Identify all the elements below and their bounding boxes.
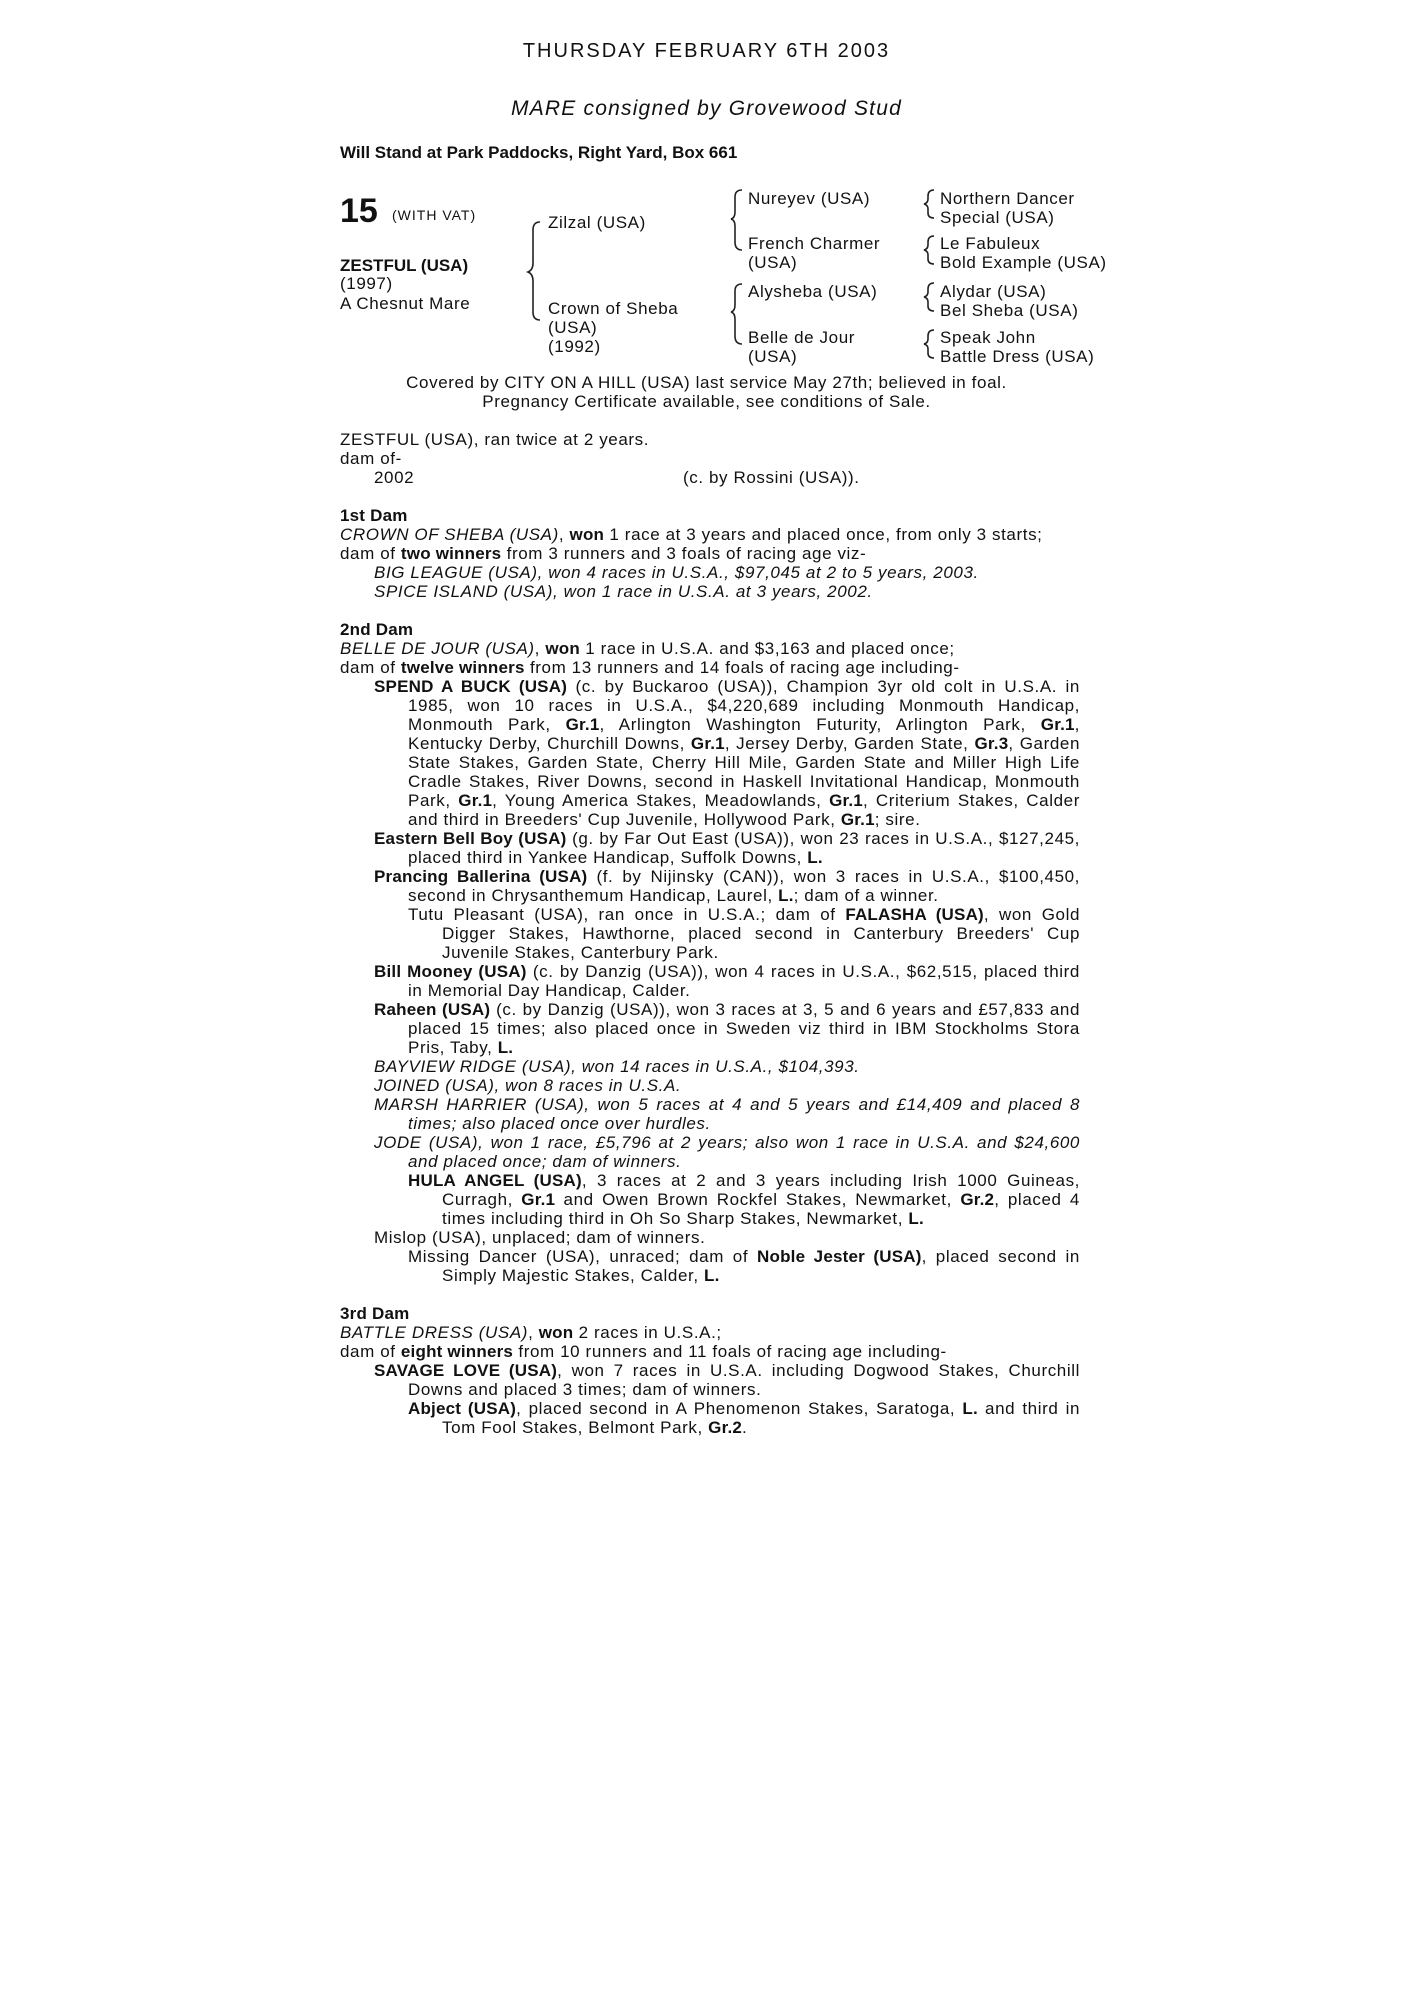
text: , Kentucky Derby, Churchill Downs, xyxy=(408,715,1080,753)
pregnancy-line: Pregnancy Certificate available, see conditions of Sale. xyxy=(482,392,931,411)
runner-prancing-ballerina xyxy=(340,867,1080,905)
grade: L. xyxy=(704,1266,720,1285)
dam-name: BELLE DE JOUR (USA) xyxy=(340,639,535,658)
text: (c. by Danzig (USA)), won 3 races at 3, 5 and 6 years and £57,833 and placed 15 times; also placed once in Sweden viz third in IBM Stockholms Stora Pris, Taby, xyxy=(408,1000,1081,1057)
text: . xyxy=(742,1418,748,1437)
runner-name: Noble Jester (USA) xyxy=(757,1247,922,1266)
produce-record xyxy=(340,430,1080,487)
pedigree-sire-dam-line1: French Charmer xyxy=(748,234,881,253)
runner-raheen xyxy=(340,1000,1080,1057)
dam-name: BATTLE DRESS (USA) xyxy=(340,1323,529,1342)
runner-name: Eastern Bell Boy (USA) xyxy=(374,829,567,848)
runner-name: Abject (USA) xyxy=(408,1399,517,1418)
text: , Arlington Washington Futurity, Arlington Park, xyxy=(599,715,1041,734)
runner-spend-a-buck xyxy=(340,677,1080,829)
second-dam-produce xyxy=(340,658,1080,677)
runner-jode: JODE (USA), won 1 race, £5,796 at 2 years; also won 1 race in U.S.A. and $24,600 and placed once; dam of winners. xyxy=(374,1133,1080,1171)
runner-bill-mooney xyxy=(340,962,1080,1000)
grade: L. xyxy=(908,1209,924,1228)
grade: L. xyxy=(962,1399,978,1418)
pedigree-dam-dam-line1: Belle de Jour xyxy=(748,328,856,347)
covering-note xyxy=(0,373,1413,411)
grade: Gr.2 xyxy=(708,1418,743,1437)
runner-name: SAVAGE LOVE (USA) xyxy=(374,1361,558,1380)
grade: Gr.1 xyxy=(1040,715,1075,734)
pedigree-dam-dam-line2: (USA) xyxy=(748,347,798,366)
text: , Jersey Derby, Garden State, xyxy=(724,734,975,753)
text: , placed 4 times including third in Oh So Sharp Stakes, Newmarket, xyxy=(442,1190,1080,1228)
pedigree-dam-line1: Crown of Sheba xyxy=(548,299,679,318)
pedigree-sire: Zilzal (USA) xyxy=(548,213,646,232)
pedigree-gg-2: Special (USA) xyxy=(940,208,1055,227)
text: from 3 runners and 3 foals of racing age viz- xyxy=(501,544,867,563)
text: (c. by Danzig (USA)), won 4 races in U.S.A., $62,515, placed third in Memorial Day Handicap, Calder. xyxy=(408,962,1080,1000)
text: , 3 races at 2 and 3 years including Irish 1000 Guineas, Curragh, xyxy=(442,1171,1080,1209)
runner-tutu-pleasant xyxy=(340,905,1080,962)
text: (f. by Nijinsky (CAN)), won 3 races in U.S.A., $100,450, second in Chrysanthemum Handicap, Laurel, xyxy=(408,867,1080,905)
first-dam-section xyxy=(340,506,1080,601)
pedigree-brackets xyxy=(0,0,1413,380)
consignor-line: MARE consigned by Grovewood Stud xyxy=(511,97,902,120)
text: and Owen Brown Rockfel Stakes, Newmarket, xyxy=(555,1190,961,1209)
runner-name: Prancing Ballerina (USA) xyxy=(374,867,588,886)
second-dam-section xyxy=(340,620,1080,1285)
text: dam of xyxy=(340,658,401,677)
text: , Criterium Stakes, Calder and third in Breeders' Cup Juvenile, Hollywood Park, xyxy=(408,791,1080,829)
first-dam-line: CROWN OF SHEBA (USA), won 1 race at 3 years and placed once, from only 3 starts; xyxy=(340,525,1043,544)
pedigree-sire-sire: Nureyev (USA) xyxy=(748,189,871,208)
text: ; dam of a winner. xyxy=(793,886,939,905)
text: from 10 runners and 11 foals of racing age including- xyxy=(513,1342,947,1361)
pedigree-gg-4: Bold Example (USA) xyxy=(940,253,1107,272)
winners-count: two winners xyxy=(400,544,502,563)
section-heading: 1st Dam xyxy=(340,506,408,525)
text: , won 7 races in U.S.A. including Dogwood Stakes, Churchill Downs and placed 3 times; dam of winners. xyxy=(408,1361,1080,1399)
third-dam-line: BATTLE DRESS (USA), won 2 races in U.S.A.; xyxy=(340,1323,722,1342)
won-label: won xyxy=(545,639,580,658)
horse-description: A Chesnut Mare xyxy=(340,294,471,313)
dam-record: 1 race in U.S.A. and $3,163 and placed once; xyxy=(579,639,955,658)
grade: Gr.1 xyxy=(521,1190,556,1209)
produce-foal-year: 2002 xyxy=(374,468,415,487)
winners-count: eight winners xyxy=(400,1342,514,1361)
grade: L. xyxy=(778,886,794,905)
pedigree-gg-1: Northern Dancer xyxy=(940,189,1075,208)
runner-bayview-ridge: BAYVIEW RIDGE (USA), won 14 races in U.S.A., $104,393. xyxy=(374,1057,860,1076)
lot-number: 15 xyxy=(340,192,378,230)
text: , placed second in A Phenomenon Stakes, Saratoga, xyxy=(516,1399,963,1418)
runner-marsh-harrier: MARSH HARRIER (USA), won 5 races at 4 and 5 years and £14,409 and placed 8 times; also placed once over hurdles. xyxy=(374,1095,1080,1133)
text: (g. by Far Out East (USA)), won 23 races in U.S.A., $127,245, placed third in Yankee Handicap, Suffolk Downs, xyxy=(408,829,1080,867)
winners-count: twelve winners xyxy=(400,658,525,677)
sale-date: THURSDAY FEBRUARY 6TH 2003 xyxy=(522,40,891,62)
pedigree-dam-line3: (1992) xyxy=(548,337,601,356)
runner-abject xyxy=(340,1399,1080,1437)
section-heading: 3rd Dam xyxy=(340,1304,410,1323)
runner-entry: BIG LEAGUE (USA), won 4 races in U.S.A., $97,045 at 2 to 5 years, 2003. xyxy=(374,563,979,582)
grade: Gr.1 xyxy=(690,734,725,753)
grade: Gr.1 xyxy=(458,791,493,810)
produce-foal-desc: (c. by Rossini (USA)). xyxy=(683,468,860,487)
dam-name: CROWN OF SHEBA (USA) xyxy=(340,525,559,544)
text: ; sire. xyxy=(874,810,921,829)
runner-joined: JOINED (USA), won 8 races in U.S.A. xyxy=(374,1076,682,1095)
dam-record: 2 races in U.S.A.; xyxy=(573,1323,722,1342)
text: dam of xyxy=(340,544,401,563)
produce-dam-of: dam of- xyxy=(340,449,402,468)
text: Missing Dancer (USA), unraced; dam of xyxy=(408,1247,758,1266)
pedigree-dam-sire: Alysheba (USA) xyxy=(748,282,878,301)
covering-line: Covered by CITY ON A HILL (USA) last service May 27th; believed in foal. xyxy=(406,373,1007,392)
grade: Gr.1 xyxy=(565,715,600,734)
text: Tutu Pleasant (USA), ran once in U.S.A.; dam of xyxy=(408,905,846,924)
won-label: won xyxy=(538,1323,574,1342)
runner-name: Bill Mooney (USA) xyxy=(374,962,527,981)
runner-name: HULA ANGEL (USA) xyxy=(408,1171,582,1190)
grade: Gr.2 xyxy=(960,1190,995,1209)
third-dam-section xyxy=(340,1304,1080,1437)
pedigree-gg-6: Bel Sheba (USA) xyxy=(940,301,1079,320)
first-dam-produce xyxy=(340,544,1080,563)
vat-note: (WITH VAT) xyxy=(392,207,477,223)
text: , won Gold Digger Stakes, Hawthorne, placed second in Canterbury Breeders' Cup Juvenile Stakes, Canterbury Park. xyxy=(442,905,1081,962)
text: and third in Tom Fool Stakes, Belmont Park, xyxy=(442,1399,1080,1437)
pedigree-gg-7: Speak John xyxy=(940,328,1036,347)
grade: Gr.3 xyxy=(974,734,1009,753)
runner-savage-love xyxy=(340,1361,1080,1399)
second-dam-line: BELLE DE JOUR (USA), won 1 race in U.S.A. and $3,163 and placed once; xyxy=(340,639,955,658)
grade: L. xyxy=(497,1038,514,1057)
third-dam-produce xyxy=(340,1342,1080,1361)
dam-record: 1 race at 3 years and placed once, from only 3 starts; xyxy=(604,525,1043,544)
text: (c. by Buckaroo (USA)), Champion 3yr old colt in U.S.A. in 1985, won 10 races in U.S.A., $4,220,689 including Monmouth Handicap, Monmouth Park, xyxy=(408,677,1080,734)
foaling-year: (1997) xyxy=(340,274,393,293)
runner-mislop: Mislop (USA), unplaced; dam of winners. xyxy=(374,1228,706,1247)
grade: Gr.1 xyxy=(840,810,875,829)
runner-name: SPEND A BUCK (USA) xyxy=(374,677,568,696)
text: , placed second in Simply Majestic Stakes, Calder, xyxy=(442,1247,1080,1285)
grade: L. xyxy=(807,848,823,867)
pedigree-dam-line2: (USA) xyxy=(548,318,598,337)
horse-name: ZESTFUL (USA) xyxy=(340,256,469,275)
stand-location: Will Stand at Park Paddocks, Right Yard, Box 661 xyxy=(340,143,738,162)
won-label: won xyxy=(569,525,605,544)
section-heading: 2nd Dam xyxy=(340,620,414,639)
pedigree-gg-3: Le Fabuleux xyxy=(940,234,1041,253)
pedigree-gg-8: Battle Dress (USA) xyxy=(940,347,1095,366)
pedigree-gg-5: Alydar (USA) xyxy=(940,282,1047,301)
runner-entry: SPICE ISLAND (USA), won 1 race in U.S.A. at 3 years, 2002. xyxy=(374,582,873,601)
text: , Young America Stakes, Meadowlands, xyxy=(492,791,830,810)
text: dam of xyxy=(340,1342,401,1361)
runner-eastern-bell-boy xyxy=(340,829,1080,867)
produce-line: ZESTFUL (USA), ran twice at 2 years. xyxy=(340,430,650,449)
pedigree-sire-dam-line2: (USA) xyxy=(748,253,798,272)
runner-name: FALASHA (USA) xyxy=(845,905,984,924)
grade: Gr.1 xyxy=(829,791,863,810)
runner-hula-angel xyxy=(340,1171,1080,1228)
runner-name: Raheen (USA) xyxy=(374,1000,491,1019)
text: , Garden State Stakes, Garden State, Cherry Hill Mile, Garden State and Miller High Life Cradle Stakes, River Downs, second in Haskell Invitational Handicap, Monmouth Park, xyxy=(408,734,1081,810)
runner-missing-dancer xyxy=(340,1247,1080,1285)
produce-foal-row xyxy=(340,468,1080,487)
text: from 13 runners and 14 foals of racing age including- xyxy=(524,658,960,677)
